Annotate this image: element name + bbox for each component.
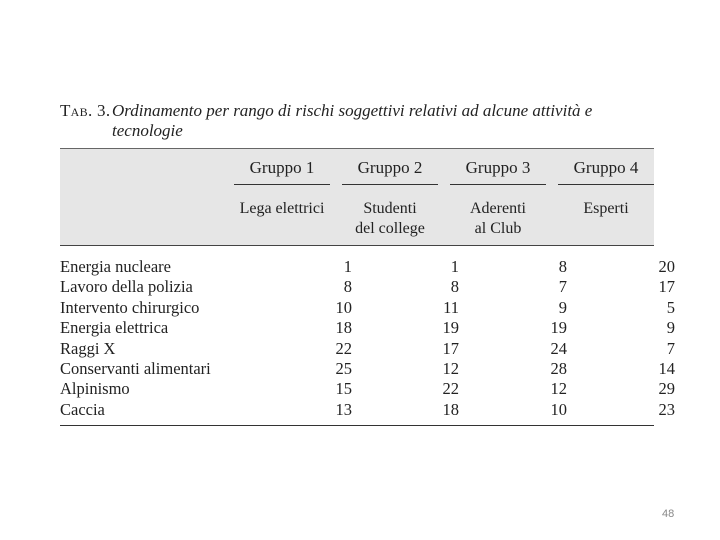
table-label: Tab. 3. xyxy=(60,101,111,120)
table-bottom-rule xyxy=(60,425,654,426)
cell-gruppo-1: 15 xyxy=(335,379,352,399)
cell-gruppo-3: 19 xyxy=(550,318,567,338)
subheader-1 xyxy=(226,199,338,219)
row-label: Caccia xyxy=(60,399,105,419)
row-label: Conservanti alimentari xyxy=(60,358,211,378)
subheader-3-line2: al Club xyxy=(474,220,522,237)
cell-gruppo-1: 13 xyxy=(335,399,352,419)
subheader-2-line1: Studenti xyxy=(363,200,417,217)
cell-gruppo-2: 8 xyxy=(450,277,459,297)
table-body xyxy=(60,257,675,420)
table-row xyxy=(60,379,675,399)
table-row xyxy=(60,318,675,338)
cell-gruppo-2: 22 xyxy=(442,379,459,399)
table-row xyxy=(60,257,675,277)
row-label: Energia nucleare xyxy=(60,257,172,276)
subheader-4-line1: Esperti xyxy=(583,200,629,217)
group-header-1: Gruppo 1 xyxy=(234,158,330,185)
cell-gruppo-2: 19 xyxy=(442,318,459,338)
row-label: Raggi X xyxy=(60,338,116,358)
subheader-4 xyxy=(550,199,662,219)
cell-gruppo-2: 12 xyxy=(442,358,459,378)
cell-gruppo-3: 24 xyxy=(550,338,567,358)
cell-gruppo-4: 20 xyxy=(658,257,675,276)
subheader-1-line1: Lega elettrici xyxy=(239,200,325,217)
cell-gruppo-2: 17 xyxy=(442,338,459,358)
cell-gruppo-1: 22 xyxy=(335,338,352,358)
cell-gruppo-3: 12 xyxy=(550,379,567,399)
row-label: Energia elettrica xyxy=(60,318,169,338)
cell-gruppo-2: 18 xyxy=(442,399,459,419)
cell-gruppo-1: 8 xyxy=(343,277,352,297)
cell-gruppo-4: 5 xyxy=(666,297,675,317)
cell-gruppo-4: 7 xyxy=(666,338,675,358)
subheader-2 xyxy=(334,199,446,239)
group-header-3: Gruppo 3 xyxy=(450,158,546,185)
table-row xyxy=(60,338,675,359)
table-caption xyxy=(60,101,660,141)
cell-gruppo-3: 7 xyxy=(558,277,567,297)
subheader-2-line2: del college xyxy=(355,220,425,237)
row-label: Lavoro della polizia xyxy=(60,277,193,297)
cell-gruppo-3: 28 xyxy=(550,358,567,378)
cell-gruppo-2: 11 xyxy=(443,297,459,317)
group-header-4: Gruppo 4 xyxy=(558,158,654,185)
cell-gruppo-1: 25 xyxy=(335,358,352,378)
row-label: Intervento chirurgico xyxy=(60,297,200,317)
table-title-line1: Ordinamento per rango di rischi soggettivi relativi ad alcune attività e xyxy=(112,101,593,120)
cell-gruppo-2: 1 xyxy=(450,257,459,276)
cell-gruppo-3: 9 xyxy=(558,297,567,317)
page-number: 48 xyxy=(662,508,675,520)
cell-gruppo-1: 1 xyxy=(343,257,352,276)
cell-gruppo-4: 9 xyxy=(666,318,675,338)
subheader-3 xyxy=(442,199,554,239)
table-row xyxy=(60,297,675,318)
subheader-3-line1: Aderenti xyxy=(470,200,526,217)
table-row xyxy=(60,277,675,297)
cell-gruppo-4: 17 xyxy=(658,277,675,297)
cell-gruppo-3: 8 xyxy=(558,257,567,276)
group-header-2: Gruppo 2 xyxy=(342,158,438,185)
row-label: Alpinismo xyxy=(60,379,130,399)
cell-gruppo-1: 18 xyxy=(335,318,352,338)
cell-gruppo-4: 23 xyxy=(658,399,675,419)
cell-gruppo-1: 10 xyxy=(335,297,352,317)
table-row xyxy=(60,399,675,420)
cell-gruppo-4: 14 xyxy=(658,358,675,378)
table-row xyxy=(60,358,675,379)
cell-gruppo-3: 10 xyxy=(550,399,567,419)
cell-gruppo-4: 29 xyxy=(658,379,675,399)
table-title-line2: tecnologie xyxy=(112,121,183,140)
